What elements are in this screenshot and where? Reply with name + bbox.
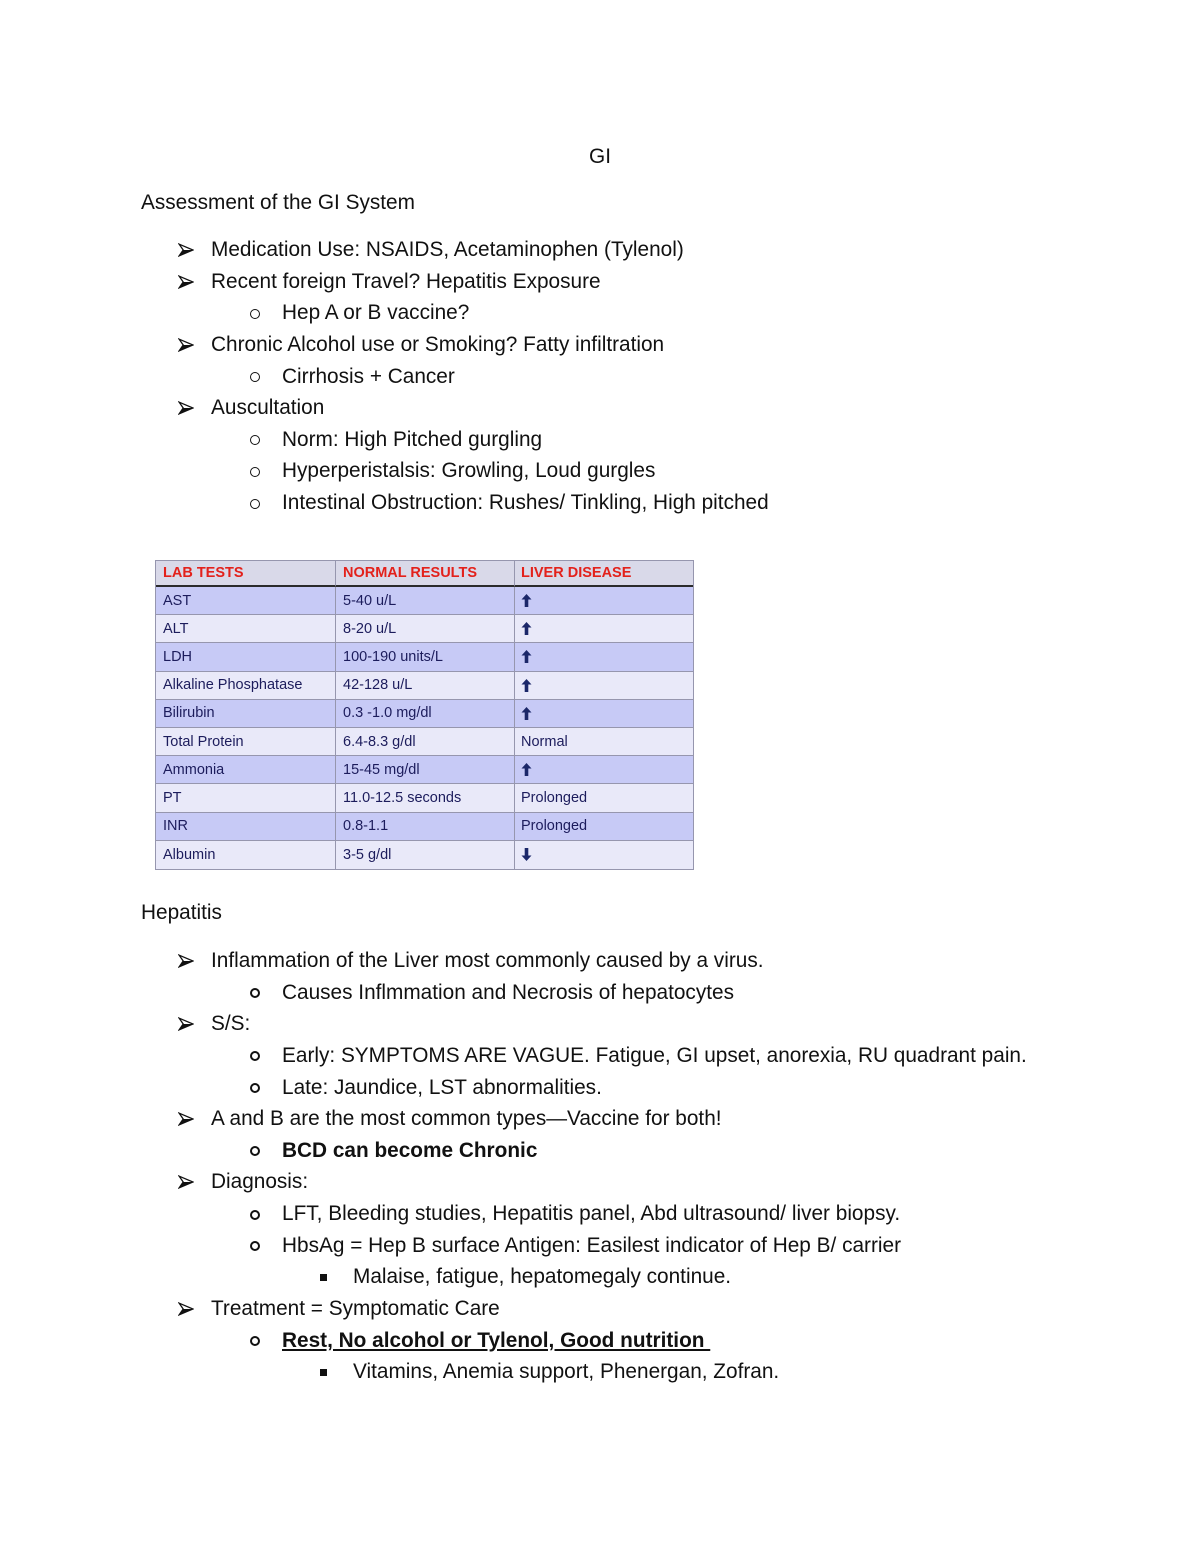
list-item xyxy=(0,361,1200,393)
table-row xyxy=(156,813,693,841)
table-row xyxy=(156,672,693,700)
cell-normal-result: 11.0-12.5 seconds xyxy=(336,784,515,812)
list-item xyxy=(0,1103,1200,1135)
cell-liver-disease xyxy=(515,672,693,700)
list-item xyxy=(0,1356,1200,1388)
cell-lab-test: PT xyxy=(156,784,336,812)
list-item xyxy=(0,1198,1200,1230)
cell-lab-test: Albumin xyxy=(156,841,336,869)
circle-bullet-icon xyxy=(250,1336,260,1346)
cell-liver-disease xyxy=(515,643,693,671)
section-heading-hepatitis: Hepatitis xyxy=(141,901,222,924)
list-item-text: Hyperperistalsis: Growling, Loud gurgles xyxy=(282,459,656,483)
list-item-text: LFT, Bleeding studies, Hepatitis panel, Abd ultrasound/ liver biopsy. xyxy=(282,1202,901,1226)
list-item xyxy=(0,1135,1200,1167)
hepatitis-list xyxy=(0,945,1200,1388)
arrowhead-bullet-icon xyxy=(178,954,194,968)
cell-normal-result: 0.8-1.1 xyxy=(336,813,515,841)
list-item-text: A and B are the most common types—Vaccine for both! xyxy=(211,1107,722,1131)
up-arrow-icon xyxy=(521,650,532,663)
list-item-text: Inflammation of the Liver most commonly caused by a virus. xyxy=(211,949,764,972)
square-bullet-icon xyxy=(320,1369,327,1376)
circle-bullet-icon xyxy=(250,988,260,998)
square-bullet-icon xyxy=(320,1274,327,1281)
circle-bullet-icon xyxy=(250,1210,260,1220)
arrowhead-bullet-icon xyxy=(178,1112,194,1126)
table-row xyxy=(156,784,693,812)
down-arrow-icon xyxy=(521,848,532,861)
circle-bullet-icon xyxy=(250,499,260,509)
cell-liver-disease: Prolonged xyxy=(515,784,693,812)
arrowhead-bullet-icon xyxy=(178,1302,194,1316)
list-item xyxy=(0,329,1200,361)
cell-lab-test: INR xyxy=(156,813,336,841)
cell-normal-result: 5-40 u/L xyxy=(336,587,515,615)
table-row xyxy=(156,728,693,756)
list-item xyxy=(0,392,1200,424)
cell-normal-result: 3-5 g/dl xyxy=(336,841,515,869)
table-row xyxy=(156,615,693,643)
list-item xyxy=(0,487,1200,519)
column-header-normal-results: NORMAL RESULTS xyxy=(336,561,515,587)
arrowhead-bullet-icon xyxy=(178,401,194,415)
cell-lab-test: Ammonia xyxy=(156,756,336,784)
list-item xyxy=(0,1008,1200,1040)
arrowhead-bullet-icon xyxy=(178,1017,194,1031)
list-item-text: Vitamins, Anemia support, Phenergan, Zofran. xyxy=(353,1360,780,1384)
list-item xyxy=(0,234,1200,266)
list-item xyxy=(0,1261,1200,1293)
circle-bullet-icon xyxy=(250,309,260,319)
arrowhead-bullet-icon xyxy=(178,1175,194,1189)
table-row xyxy=(156,700,693,728)
cell-liver-disease xyxy=(515,587,693,615)
list-item xyxy=(0,945,1200,977)
list-item xyxy=(0,455,1200,487)
list-item-text: BCD can become Chronic xyxy=(282,1138,538,1162)
cell-normal-result: 8-20 u/L xyxy=(336,615,515,643)
list-item-text: Hep A or B vaccine? xyxy=(282,301,470,325)
cell-normal-result: 15-45 mg/dl xyxy=(336,756,515,784)
cell-liver-disease xyxy=(515,615,693,643)
list-item xyxy=(0,266,1200,298)
cell-lab-test: Alkaline Phosphatase xyxy=(156,672,336,700)
arrowhead-bullet-icon xyxy=(178,243,194,257)
list-item-text: Norm: High Pitched gurgling xyxy=(282,427,543,451)
page-title: GI xyxy=(589,145,611,168)
cell-normal-result: 6.4-8.3 g/dl xyxy=(336,728,515,756)
cell-lab-test: AST xyxy=(156,587,336,615)
list-item-text: Treatment = Symptomatic Care xyxy=(211,1297,500,1321)
list-item-text: Diagnosis: xyxy=(211,1170,309,1194)
table-row xyxy=(156,841,693,869)
cell-lab-test: Bilirubin xyxy=(156,700,336,728)
circle-bullet-icon xyxy=(250,467,260,477)
arrowhead-bullet-icon xyxy=(178,338,194,352)
list-item-text: Early: SYMPTOMS ARE VAGUE. Fatigue, GI upset, anorexia, RU quadrant pain. xyxy=(282,1043,1027,1067)
list-item xyxy=(0,1040,1200,1072)
list-item-text: HbsAg = Hep B surface Antigen: Easilest indicator of Hep B/ carrier xyxy=(282,1233,902,1257)
cell-liver-disease xyxy=(515,700,693,728)
up-arrow-icon xyxy=(521,622,532,635)
lab-tests-table xyxy=(155,560,694,870)
cell-normal-result: 100-190 units/L xyxy=(336,643,515,671)
list-item-text: Late: Jaundice, LST abnormalities. xyxy=(282,1075,602,1099)
column-header-lab-tests: LAB TESTS xyxy=(156,561,336,587)
circle-bullet-icon xyxy=(250,372,260,382)
cell-normal-result: 0.3 -1.0 mg/dl xyxy=(336,700,515,728)
list-item-text: Rest, No alcohol or Tylenol, Good nutrition xyxy=(282,1328,711,1352)
circle-bullet-icon xyxy=(250,1146,260,1156)
list-item-text: Intestinal Obstruction: Rushes/ Tinkling, High pitched xyxy=(282,491,769,515)
cell-liver-disease xyxy=(515,756,693,784)
list-item-text: Chronic Alcohol use or Smoking? Fatty infiltration xyxy=(211,332,665,356)
list-item xyxy=(0,977,1200,1009)
list-item xyxy=(0,1230,1200,1262)
up-arrow-icon xyxy=(521,763,532,776)
list-item xyxy=(0,1325,1200,1357)
list-item xyxy=(0,297,1200,329)
cell-lab-test: LDH xyxy=(156,643,336,671)
list-item-text: S/S: xyxy=(211,1012,251,1036)
cell-liver-disease xyxy=(515,841,693,869)
list-item xyxy=(0,1293,1200,1325)
list-item xyxy=(0,424,1200,456)
circle-bullet-icon xyxy=(250,1241,260,1251)
list-item-text: Auscultation xyxy=(211,396,325,420)
assessment-list xyxy=(0,234,1200,519)
table-row xyxy=(156,587,693,615)
table-header-row xyxy=(156,561,693,587)
cell-liver-disease: Normal xyxy=(515,728,693,756)
table-row xyxy=(156,756,693,784)
list-item-text: Cirrhosis + Cancer xyxy=(282,364,455,388)
cell-lab-test: ALT xyxy=(156,615,336,643)
up-arrow-icon xyxy=(521,594,532,607)
list-item-text: Recent foreign Travel? Hepatitis Exposure xyxy=(211,269,601,293)
cell-normal-result: 42-128 u/L xyxy=(336,672,515,700)
list-item-text: Malaise, fatigue, hepatomegaly continue. xyxy=(353,1265,732,1289)
arrowhead-bullet-icon xyxy=(178,275,194,289)
list-item-text: Medication Use: NSAIDS, Acetaminophen (Tylenol) xyxy=(211,238,684,261)
circle-bullet-icon xyxy=(250,1051,260,1061)
circle-bullet-icon xyxy=(250,1083,260,1093)
list-item xyxy=(0,1166,1200,1198)
column-header-liver-disease: LIVER DISEASE xyxy=(515,561,693,587)
list-item xyxy=(0,1072,1200,1104)
table-row xyxy=(156,643,693,671)
section-heading-assessment: Assessment of the GI System xyxy=(141,191,415,214)
cell-liver-disease: Prolonged xyxy=(515,813,693,841)
list-item-text: Causes Inflmmation and Necrosis of hepatocytes xyxy=(282,980,734,1004)
circle-bullet-icon xyxy=(250,435,260,445)
up-arrow-icon xyxy=(521,707,532,720)
up-arrow-icon xyxy=(521,679,532,692)
cell-lab-test: Total Protein xyxy=(156,728,336,756)
